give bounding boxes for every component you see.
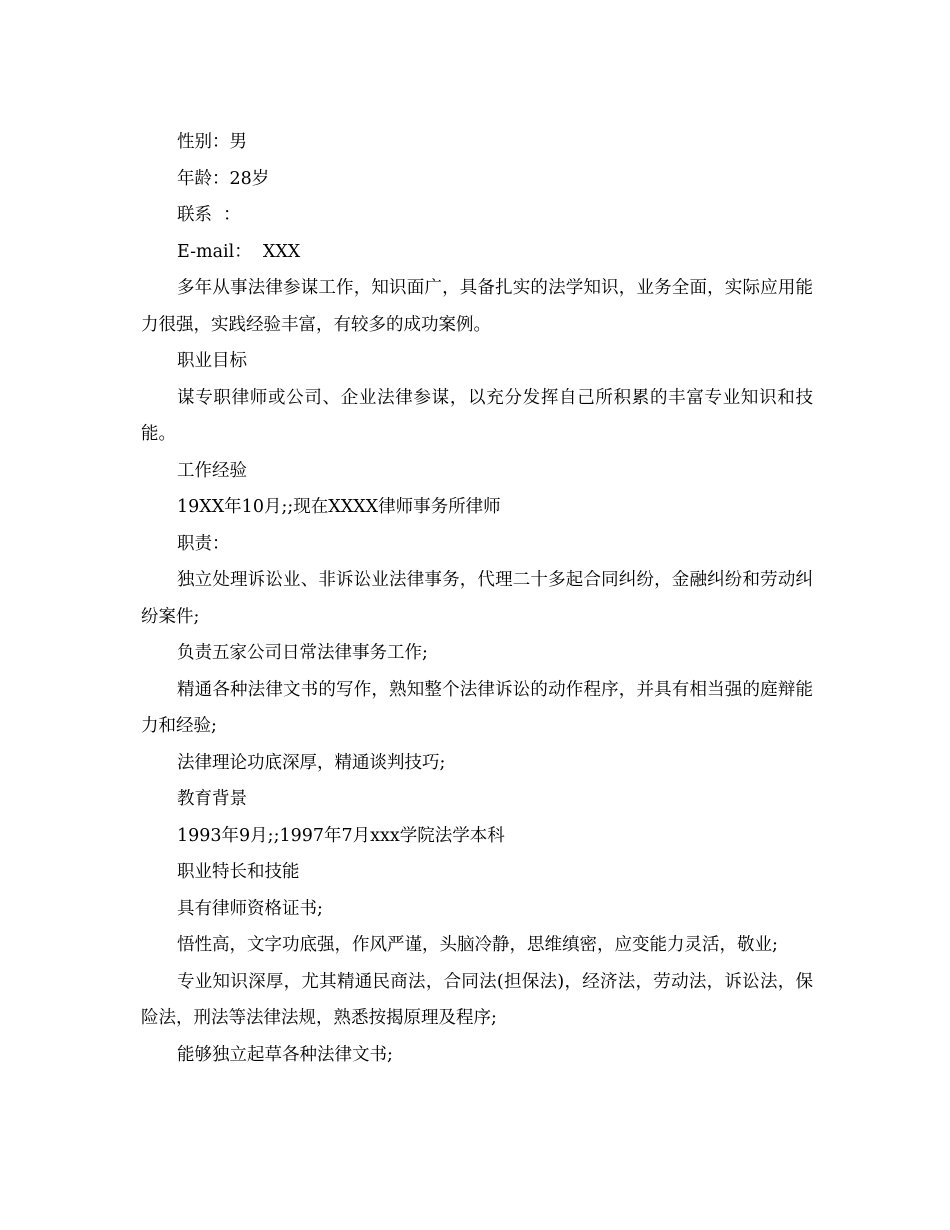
duty-item: 负责五家公司日常法律事务工作; xyxy=(177,643,428,663)
duty-item: 精通各种法律文书的写作，熟知整个法律诉讼的动作程序，并具有相当强的庭辩能力和经验; xyxy=(141,679,813,736)
work-experience-heading: 工作经验 xyxy=(177,460,247,481)
education-heading: 教育背景 xyxy=(177,789,247,809)
career-goal-text: 谋专职律师或公司、企业法律参谋，以充分发挥自己所积累的丰富专业知识和技能。 xyxy=(141,387,813,444)
skill-item: 悟性高，文字功底强，作风严谨，头脑冷静，思维缜密，应变能力灵活，敬业; xyxy=(177,935,778,955)
duty-item: 独立处理诉讼业、非诉讼业法律事务，代理二十多起合同纠纷，金融纠纷和劳动纠纷案件; xyxy=(141,570,813,627)
work-period-line: 19XX年10月;;现在XXXX律师事务所律师 xyxy=(177,497,501,517)
summary-paragraph: 多年从事法律参谋工作，知识面广，具备扎实的法学知识，业务全面，实际应用能力很强，实践经验丰富，有较多的成功案例。 xyxy=(141,278,813,335)
resume-page xyxy=(141,124,813,1073)
skill-item: 能够独立起草各种法律文书; xyxy=(177,1044,393,1065)
education-line: 1993年9月;;1997年7月xxx学院法学本科 xyxy=(177,825,505,846)
skills-heading: 职业特长和技能 xyxy=(177,862,300,882)
contact-line: 联系 ： xyxy=(177,205,241,225)
skill-item: 专业知识深厚，尤其精通民商法，合同法(担保法)，经济法，劳动法，诉讼法，保险法，刑法等法律法规，熟悉按揭原理及程序; xyxy=(141,971,813,1028)
email-line: E-mail： XXX xyxy=(177,241,301,262)
age-line: 年龄：28岁 xyxy=(177,168,270,189)
skill-item: 具有律师资格证书; xyxy=(177,898,323,919)
gender-line: 性别：男 xyxy=(177,132,247,152)
career-goal-heading: 职业目标 xyxy=(177,351,247,371)
duty-item: 法律理论功底深厚，精通谈判技巧; xyxy=(177,752,446,773)
duties-heading: 职责： xyxy=(177,533,230,554)
